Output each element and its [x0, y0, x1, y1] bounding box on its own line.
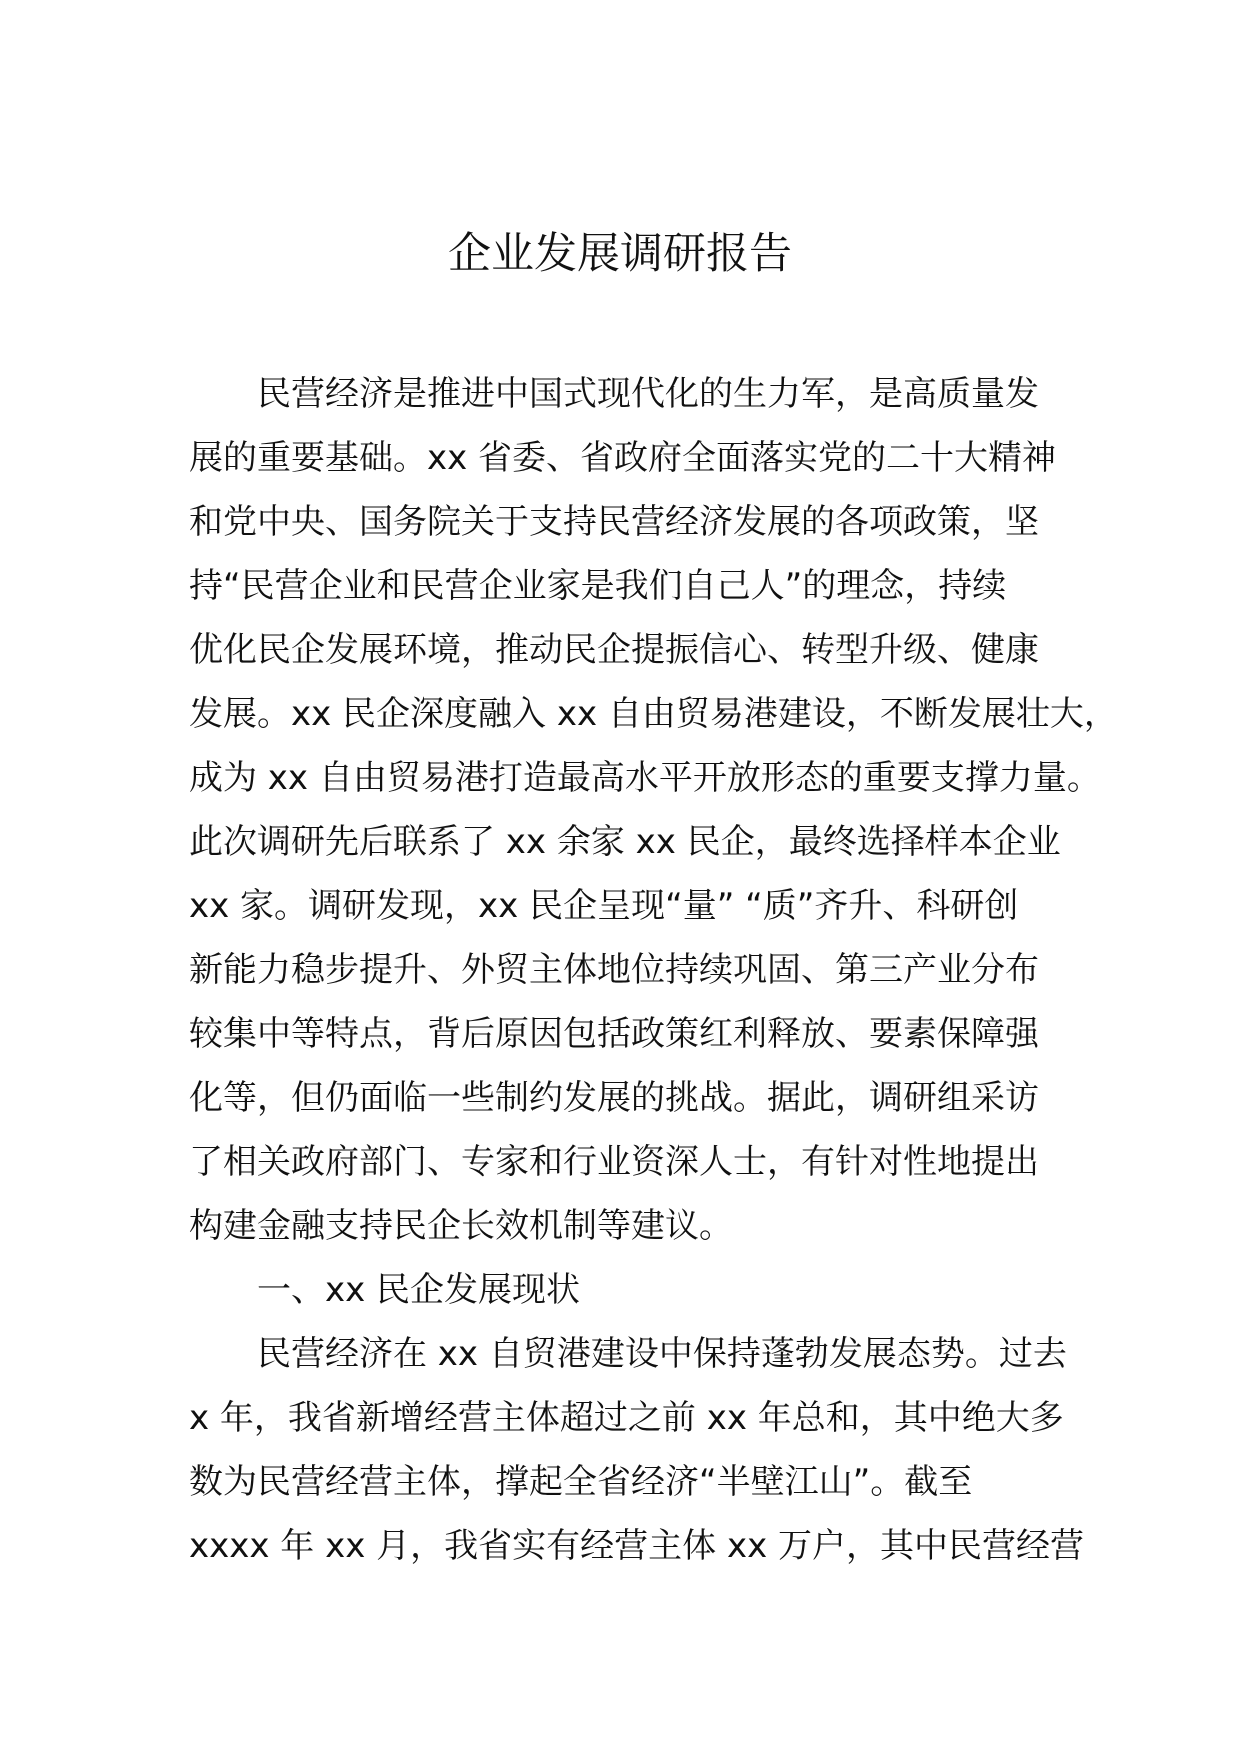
paragraph-line: 此次调研先后联系了 xx 余家 xx 民企，最终选择样本企业 — [189, 822, 1061, 862]
paragraph-line: 和党中央、国务院关于支持民营经济发展的各项政策，坚 — [189, 502, 1039, 542]
paragraph-line: 展的重要基础。xx 省委、省政府全面落实党的二十大精神 — [189, 438, 1057, 478]
paragraph-line: 了相关政府部门、专家和行业资深人士，有针对性地提出 — [189, 1142, 1039, 1182]
section-heading: 一、xx 民企发展现状 — [257, 1270, 581, 1310]
paragraph-line: 持“民营企业和民营企业家是我们自己人”的理念，持续 — [189, 566, 1007, 606]
paragraph-line: 发展。xx 民企深度融入 xx 自由贸易港建设，不断发展壮大， — [189, 694, 1118, 734]
paragraph-line: 较集中等特点，背后原因包括政策红利释放、要素保障强 — [189, 1014, 1039, 1054]
paragraph-line: 民营经济在 xx 自贸港建设中保持蓬勃发展态势。过去 — [257, 1334, 1067, 1374]
paragraph-line: 数为民营经营主体，撑起全省经济“半壁江山”。截至 — [189, 1462, 973, 1502]
paragraph-line: 构建金融支持民企长效机制等建议。 — [189, 1206, 733, 1246]
paragraph-line: 成为 xx 自由贸易港打造最高水平开放形态的重要支撑力量。 — [189, 758, 1101, 798]
paragraph-line: 化等，但仍面临一些制约发展的挑战。据此，调研组采访 — [189, 1078, 1039, 1118]
paragraph-line: x 年，我省新增经营主体超过之前 xx 年总和，其中绝大多 — [189, 1398, 1064, 1438]
paragraph-line: 新能力稳步提升、外贸主体地位持续巩固、第三产业分布 — [189, 950, 1039, 990]
paragraph-line: xxxx 年 xx 月，我省实有经营主体 xx 万户，其中民营经营 — [189, 1526, 1085, 1566]
paragraph-line: 民营经济是推进中国式现代化的生力军，是高质量发 — [257, 374, 1039, 414]
paragraph-line: xx 家。调研发现，xx 民企呈现“量” “质”齐升、科研创 — [189, 886, 1019, 926]
paragraph-line: 优化民企发展环境，推动民企提振信心、转型升级、健康 — [189, 630, 1039, 670]
document-title: 企业发展调研报告 — [448, 229, 792, 279]
